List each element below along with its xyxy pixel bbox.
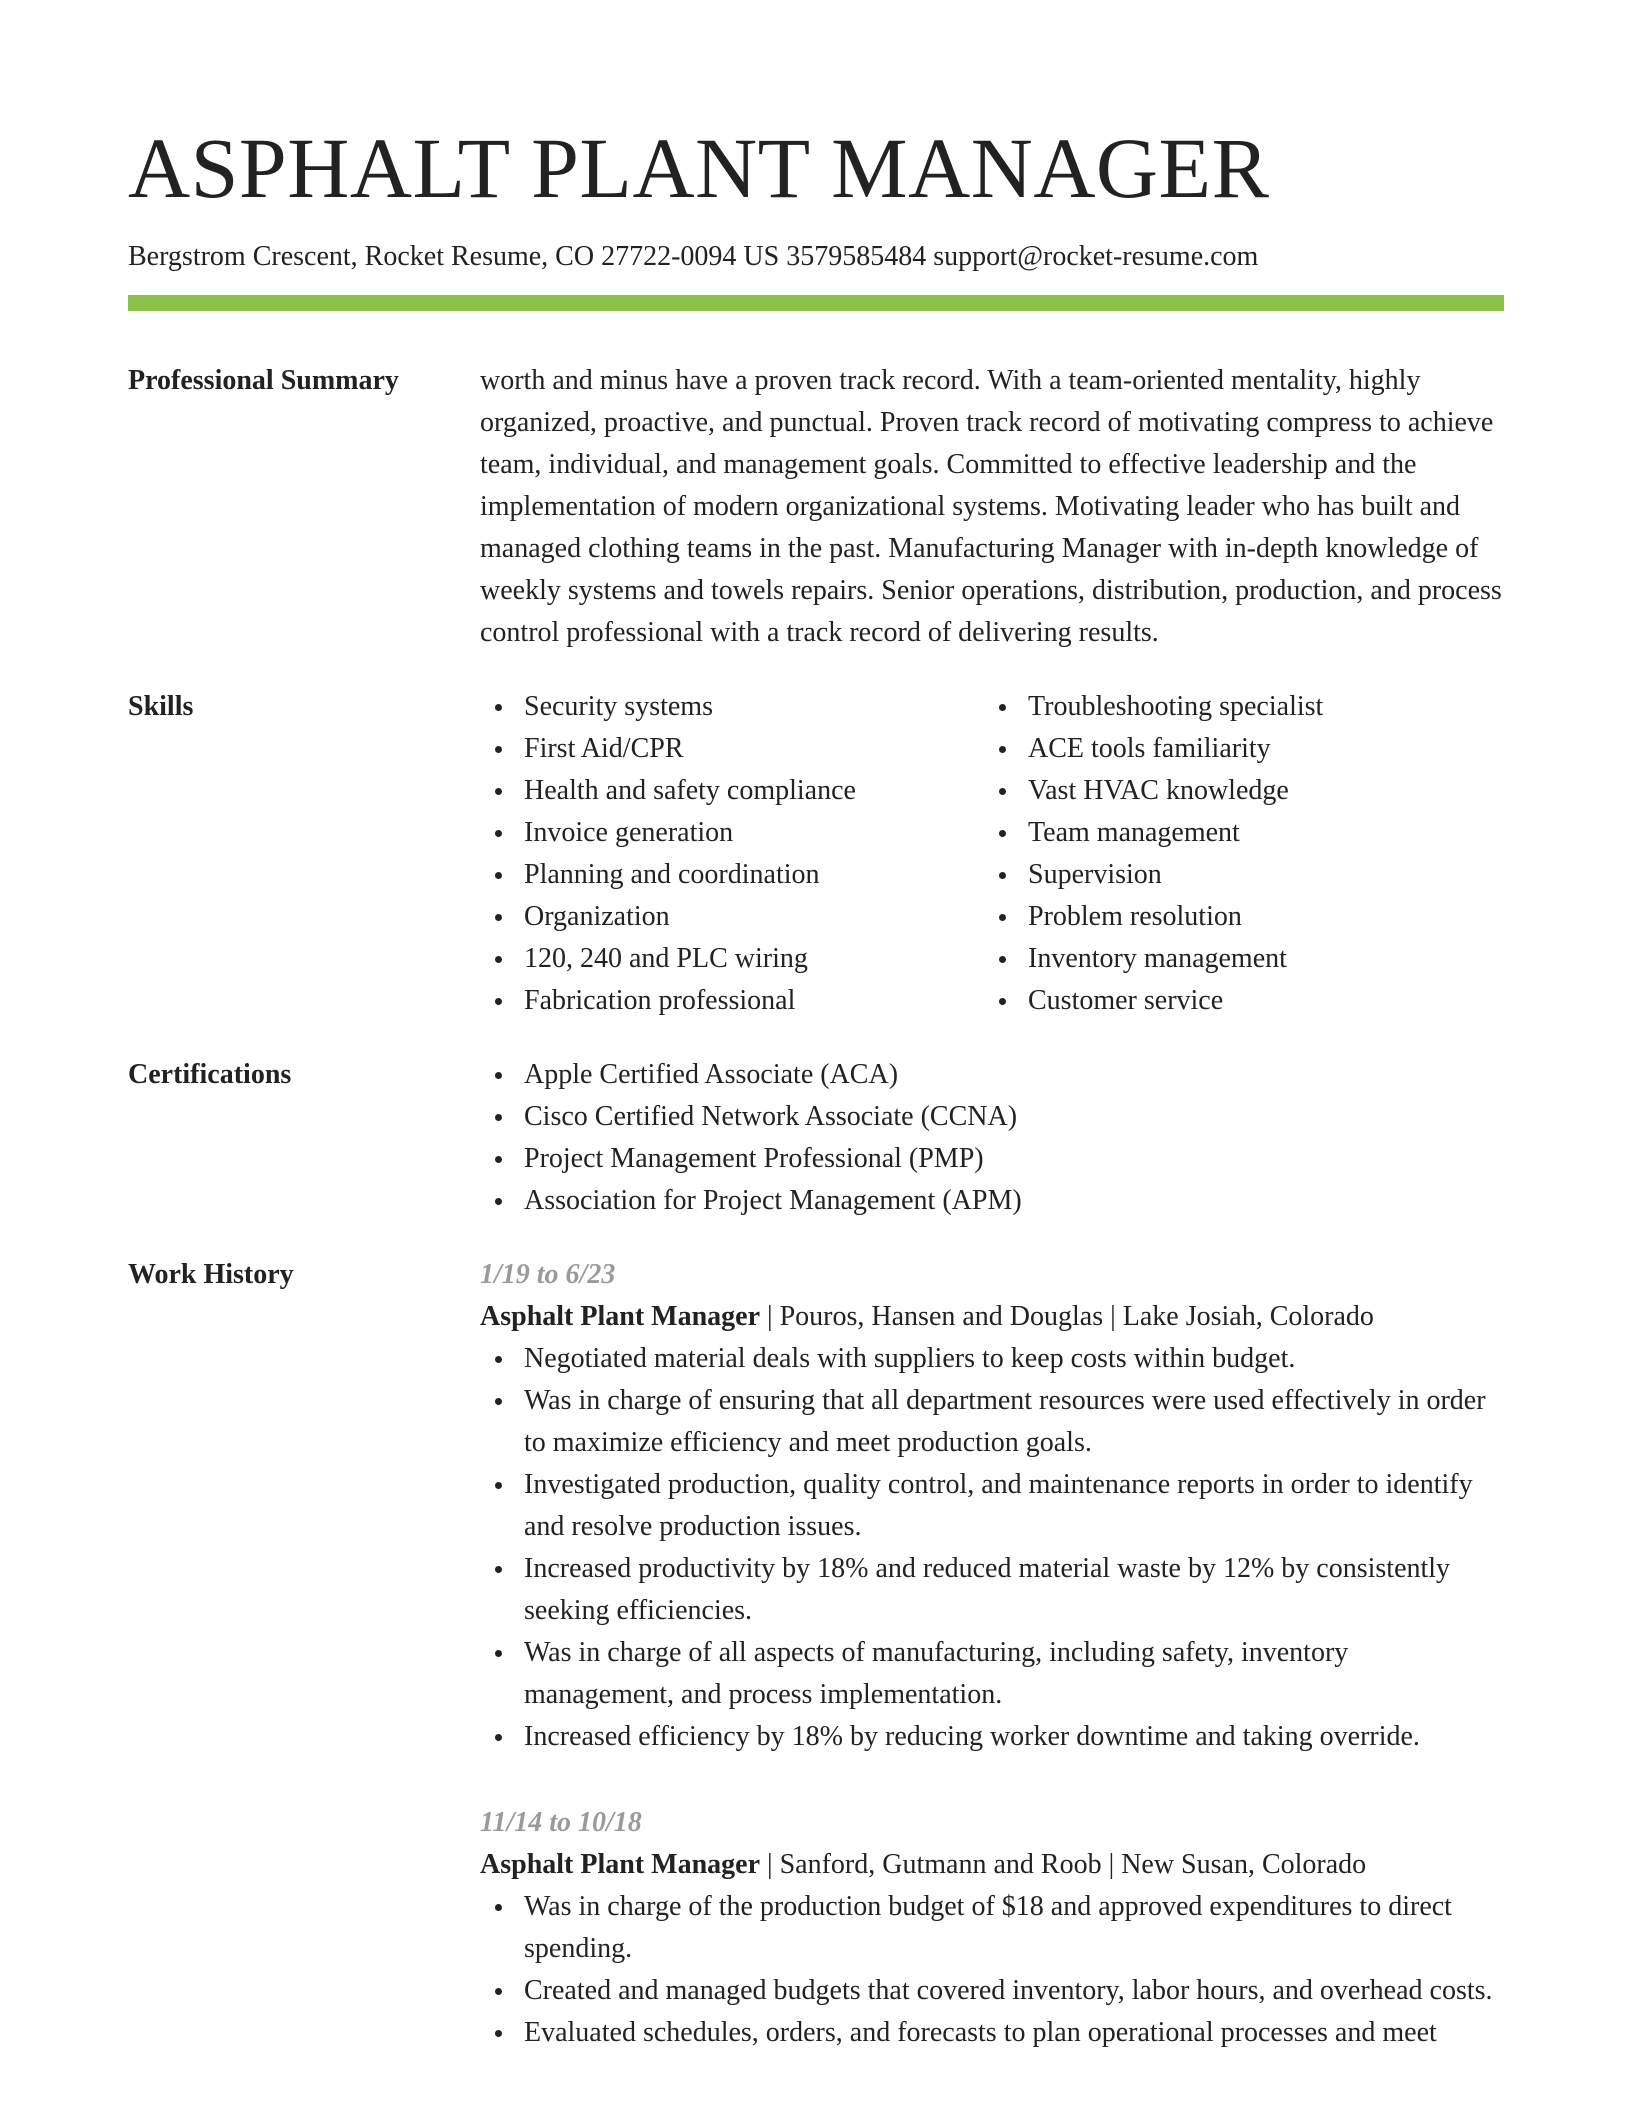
skill-item: Supervision <box>984 854 1504 896</box>
job-entry <box>480 1802 1504 2054</box>
section-label-skills: Skills <box>128 691 194 722</box>
summary-body <box>480 360 1504 654</box>
job-duty: Created and managed budgets that covered inventory, labor hours, and overhead costs. <box>480 1970 1504 2012</box>
accent-divider <box>128 295 1504 311</box>
job-duty: Evaluated schedules, orders, and forecasts to plan operational processes and meet <box>480 2012 1504 2054</box>
certification-item: Project Management Professional (PMP) <box>480 1138 1504 1180</box>
skills-body <box>480 686 1504 1022</box>
certifications-section <box>128 1054 1504 1222</box>
job-duty: Investigated production, quality control, and maintenance reports in order to identify and resolve production issues. <box>480 1464 1504 1548</box>
work-history-section <box>128 1254 1504 2054</box>
job-heading: Asphalt Plant Manager | Pouros, Hansen and Douglas | Lake Josiah, Colorado <box>480 1301 1374 1332</box>
skill-item: ACE tools familiarity <box>984 728 1504 770</box>
contact-phone: 3579585484 <box>786 241 927 272</box>
skill-item: Problem resolution <box>984 896 1504 938</box>
section-label-certifications: Certifications <box>128 1059 292 1090</box>
job-heading: Asphalt Plant Manager | Sanford, Gutmann and Roob | New Susan, Colorado <box>480 1849 1367 1880</box>
contact-email: support@rocket-resume.com <box>933 241 1259 272</box>
skill-item: Security systems <box>480 686 984 728</box>
summary-section <box>128 360 1504 654</box>
skill-item: Customer service <box>984 980 1504 1022</box>
skill-item: Invoice generation <box>480 812 984 854</box>
job-duty: Was in charge of ensuring that all department resources were used effectively in order to maximize efficiency and meet production goals. <box>480 1380 1504 1464</box>
skill-item: Fabrication professional <box>480 980 984 1022</box>
job-duty: Increased productivity by 18% and reduced material waste by 12% by consistently seeking efficiencies. <box>480 1548 1504 1632</box>
job-company: Sanford, Gutmann and Roob <box>779 1849 1102 1880</box>
certifications-body <box>480 1054 1504 1222</box>
skills-section <box>128 686 1504 1022</box>
section-label-summary: Professional Summary <box>128 365 399 396</box>
summary-text: worth and minus have a proven track record. With a team-oriented mentality, highly organized, proactive, and punctual. Proven track record of motivating compress to achieve team, individual, and management goals. Committed to effective leadership and the implementation of modern organizational systems. Motivating leader who has built and managed clothing teams in the past. Manufacturing Manager with in-depth knowledge of weekly systems and towels repairs. Senior operations, distribution, production, and process control professional with a track record of delivering results. <box>480 365 1502 648</box>
resume-page <box>128 0 1504 2054</box>
contact-line <box>128 240 1504 274</box>
skill-item: Vast HVAC knowledge <box>984 770 1504 812</box>
certification-item: Apple Certified Associate (ACA) <box>480 1054 1504 1096</box>
skill-item: Troubleshooting specialist <box>984 686 1504 728</box>
work-history-body <box>480 1254 1504 2054</box>
skill-item: Planning and coordination <box>480 854 984 896</box>
skill-item: Inventory management <box>984 938 1504 980</box>
job-duties-list <box>480 1338 1504 1758</box>
certification-item: Cisco Certified Network Associate (CCNA) <box>480 1096 1504 1138</box>
contact-address: Bergstrom Crescent, Rocket Resume, CO 27722-0094 US <box>128 241 780 272</box>
job-company: Pouros, Hansen and Douglas <box>779 1301 1104 1332</box>
job-location: New Susan, Colorado <box>1121 1849 1367 1880</box>
skills-column-a <box>480 686 984 1022</box>
job-duty: Negotiated material deals with suppliers to keep costs within budget. <box>480 1338 1504 1380</box>
job-dates: 11/14 to 10/18 <box>480 1807 642 1838</box>
job-duty: Was in charge of all aspects of manufacturing, including safety, inventory management, and process implementation. <box>480 1632 1504 1716</box>
skill-item: Organization <box>480 896 984 938</box>
resume-title: ASPHALT PLANT MANAGER <box>128 120 1270 216</box>
job-location: Lake Josiah, Colorado <box>1122 1301 1374 1332</box>
skill-item: Team management <box>984 812 1504 854</box>
skill-item: Health and safety compliance <box>480 770 984 812</box>
job-title: Asphalt Plant Manager <box>480 1849 760 1880</box>
job-duty: Was in charge of the production budget of $18 and approved expenditures to direct spending. <box>480 1886 1504 1970</box>
job-entry <box>480 1254 1504 1758</box>
job-duties-list <box>480 1886 1504 2054</box>
certification-item: Association for Project Management (APM) <box>480 1180 1504 1222</box>
job-dates: 1/19 to 6/23 <box>480 1259 616 1290</box>
job-title: Asphalt Plant Manager <box>480 1301 760 1332</box>
certifications-list <box>480 1054 1504 1222</box>
section-label-work-history: Work History <box>128 1259 294 1290</box>
job-duty: Increased efficiency by 18% by reducing worker downtime and taking override. <box>480 1716 1504 1758</box>
skills-column-b <box>984 686 1504 1022</box>
skill-item: First Aid/CPR <box>480 728 984 770</box>
skill-item: 120, 240 and PLC wiring <box>480 938 984 980</box>
